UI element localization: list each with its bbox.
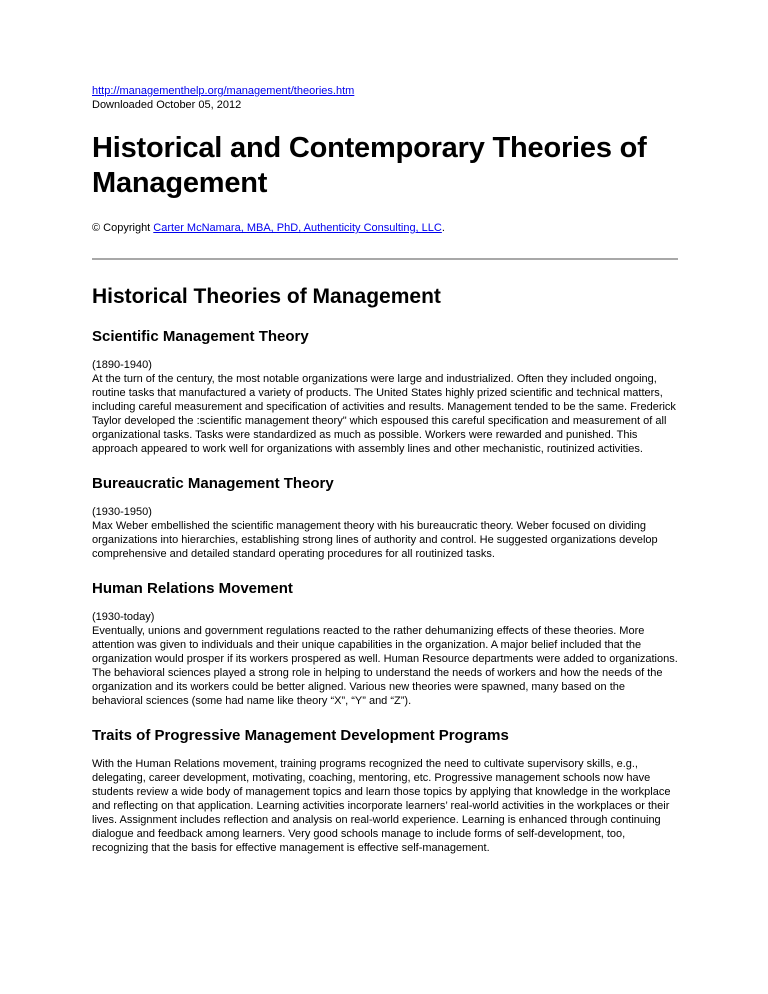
section-text: Max Weber embellished the scientific management theory with his bureaucratic theory. Weber focused on dividing organizations into hierarchies, establishing strong lines of authority and control. He suggested organizations develop comprehensive and detailed standard operating procedures for all routinized tasks. bbox=[92, 520, 658, 560]
copyright-suffix: . bbox=[441, 222, 445, 234]
section-heading: Scientific Management Theory bbox=[92, 328, 309, 345]
section-text: With the Human Relations movement, training programs recognized the need to cultivate supervisory skills, e.g., delegating, career development, motivating, coaching, mentoring, etc. Progressive management schools now have students review a wide body of management topics and learn those topics by applying that knowledge in the workplace and reflecting on that application. Learning activities incorporate learners’ real-world activities in the workplaces or their lives. Assignment includes reflection and analysis on real-world experience. Learning is enhanced through continuing dialogue and feedback among learners. Very good schools manage to include forms of self-development, too, recognizing that the basis for effective management is effective self-management. bbox=[92, 758, 671, 854]
document-page bbox=[92, 84, 678, 855]
section-body bbox=[92, 610, 678, 708]
section-body bbox=[92, 757, 678, 855]
section-human-relations bbox=[92, 579, 678, 708]
copyright-line bbox=[92, 221, 678, 235]
section-body bbox=[92, 505, 678, 561]
section-heading: Traits of Progressive Management Development Programs bbox=[92, 727, 509, 744]
page-title: Historical and Contemporary Theories of Management bbox=[92, 132, 647, 199]
section-progressive-programs bbox=[92, 726, 678, 855]
section-bureaucratic-management bbox=[92, 474, 678, 561]
section-heading: Bureaucratic Management Theory bbox=[92, 475, 334, 492]
author-link[interactable]: Carter McNamara, MBA, PhD, Authenticity Consulting, LLC bbox=[153, 222, 442, 234]
section-text: Eventually, unions and government regulations reacted to the rather dehumanizing effects of these theories. More attention was given to individuals and their unique capabilities in the organization. A major belief included that the organization would prosper if its workers prospered as well. Human Resource departments were added to organizations. The behavioral sciences played a strong role in helping to understand the needs of workers and how the needs of the organization and its workers could be better aligned. Various new theories were spawned, many based on the behavioral sciences (some had name like theory “X”, “Y” and “Z”). bbox=[92, 625, 678, 707]
section-scientific-management bbox=[92, 327, 678, 456]
section-text: At the turn of the century, the most notable organizations were large and industrialized. Often they included ongoing, routine tasks that manufactured a variety of products. The United States highly prized scientific and technical matters, including careful measurement and specification of activities and results. Management tended to be the same. Frederick Taylor developed the :scientific management theory" which espoused this careful specification and measurement of all organizational tasks. Tasks were standardized as much as possible. Workers were rewarded and punished. This approach appeared to work well for organizations with assembly lines and other mechanistic, routinized activities. bbox=[92, 373, 676, 455]
section-dates: (1930-1950) bbox=[92, 506, 152, 518]
section-heading-historical: Historical Theories of Management bbox=[92, 285, 441, 308]
section-dates: (1930-today) bbox=[92, 611, 155, 623]
source-url-link[interactable]: http://managementhelp.org/management/theories.htm bbox=[92, 85, 355, 97]
download-date: Downloaded October 05, 2012 bbox=[92, 99, 242, 111]
section-heading: Human Relations Movement bbox=[92, 580, 293, 597]
section-dates: (1890-1940) bbox=[92, 359, 152, 371]
horizontal-divider bbox=[92, 258, 678, 260]
copyright-prefix: © Copyright bbox=[92, 222, 154, 234]
section-body bbox=[92, 358, 678, 456]
